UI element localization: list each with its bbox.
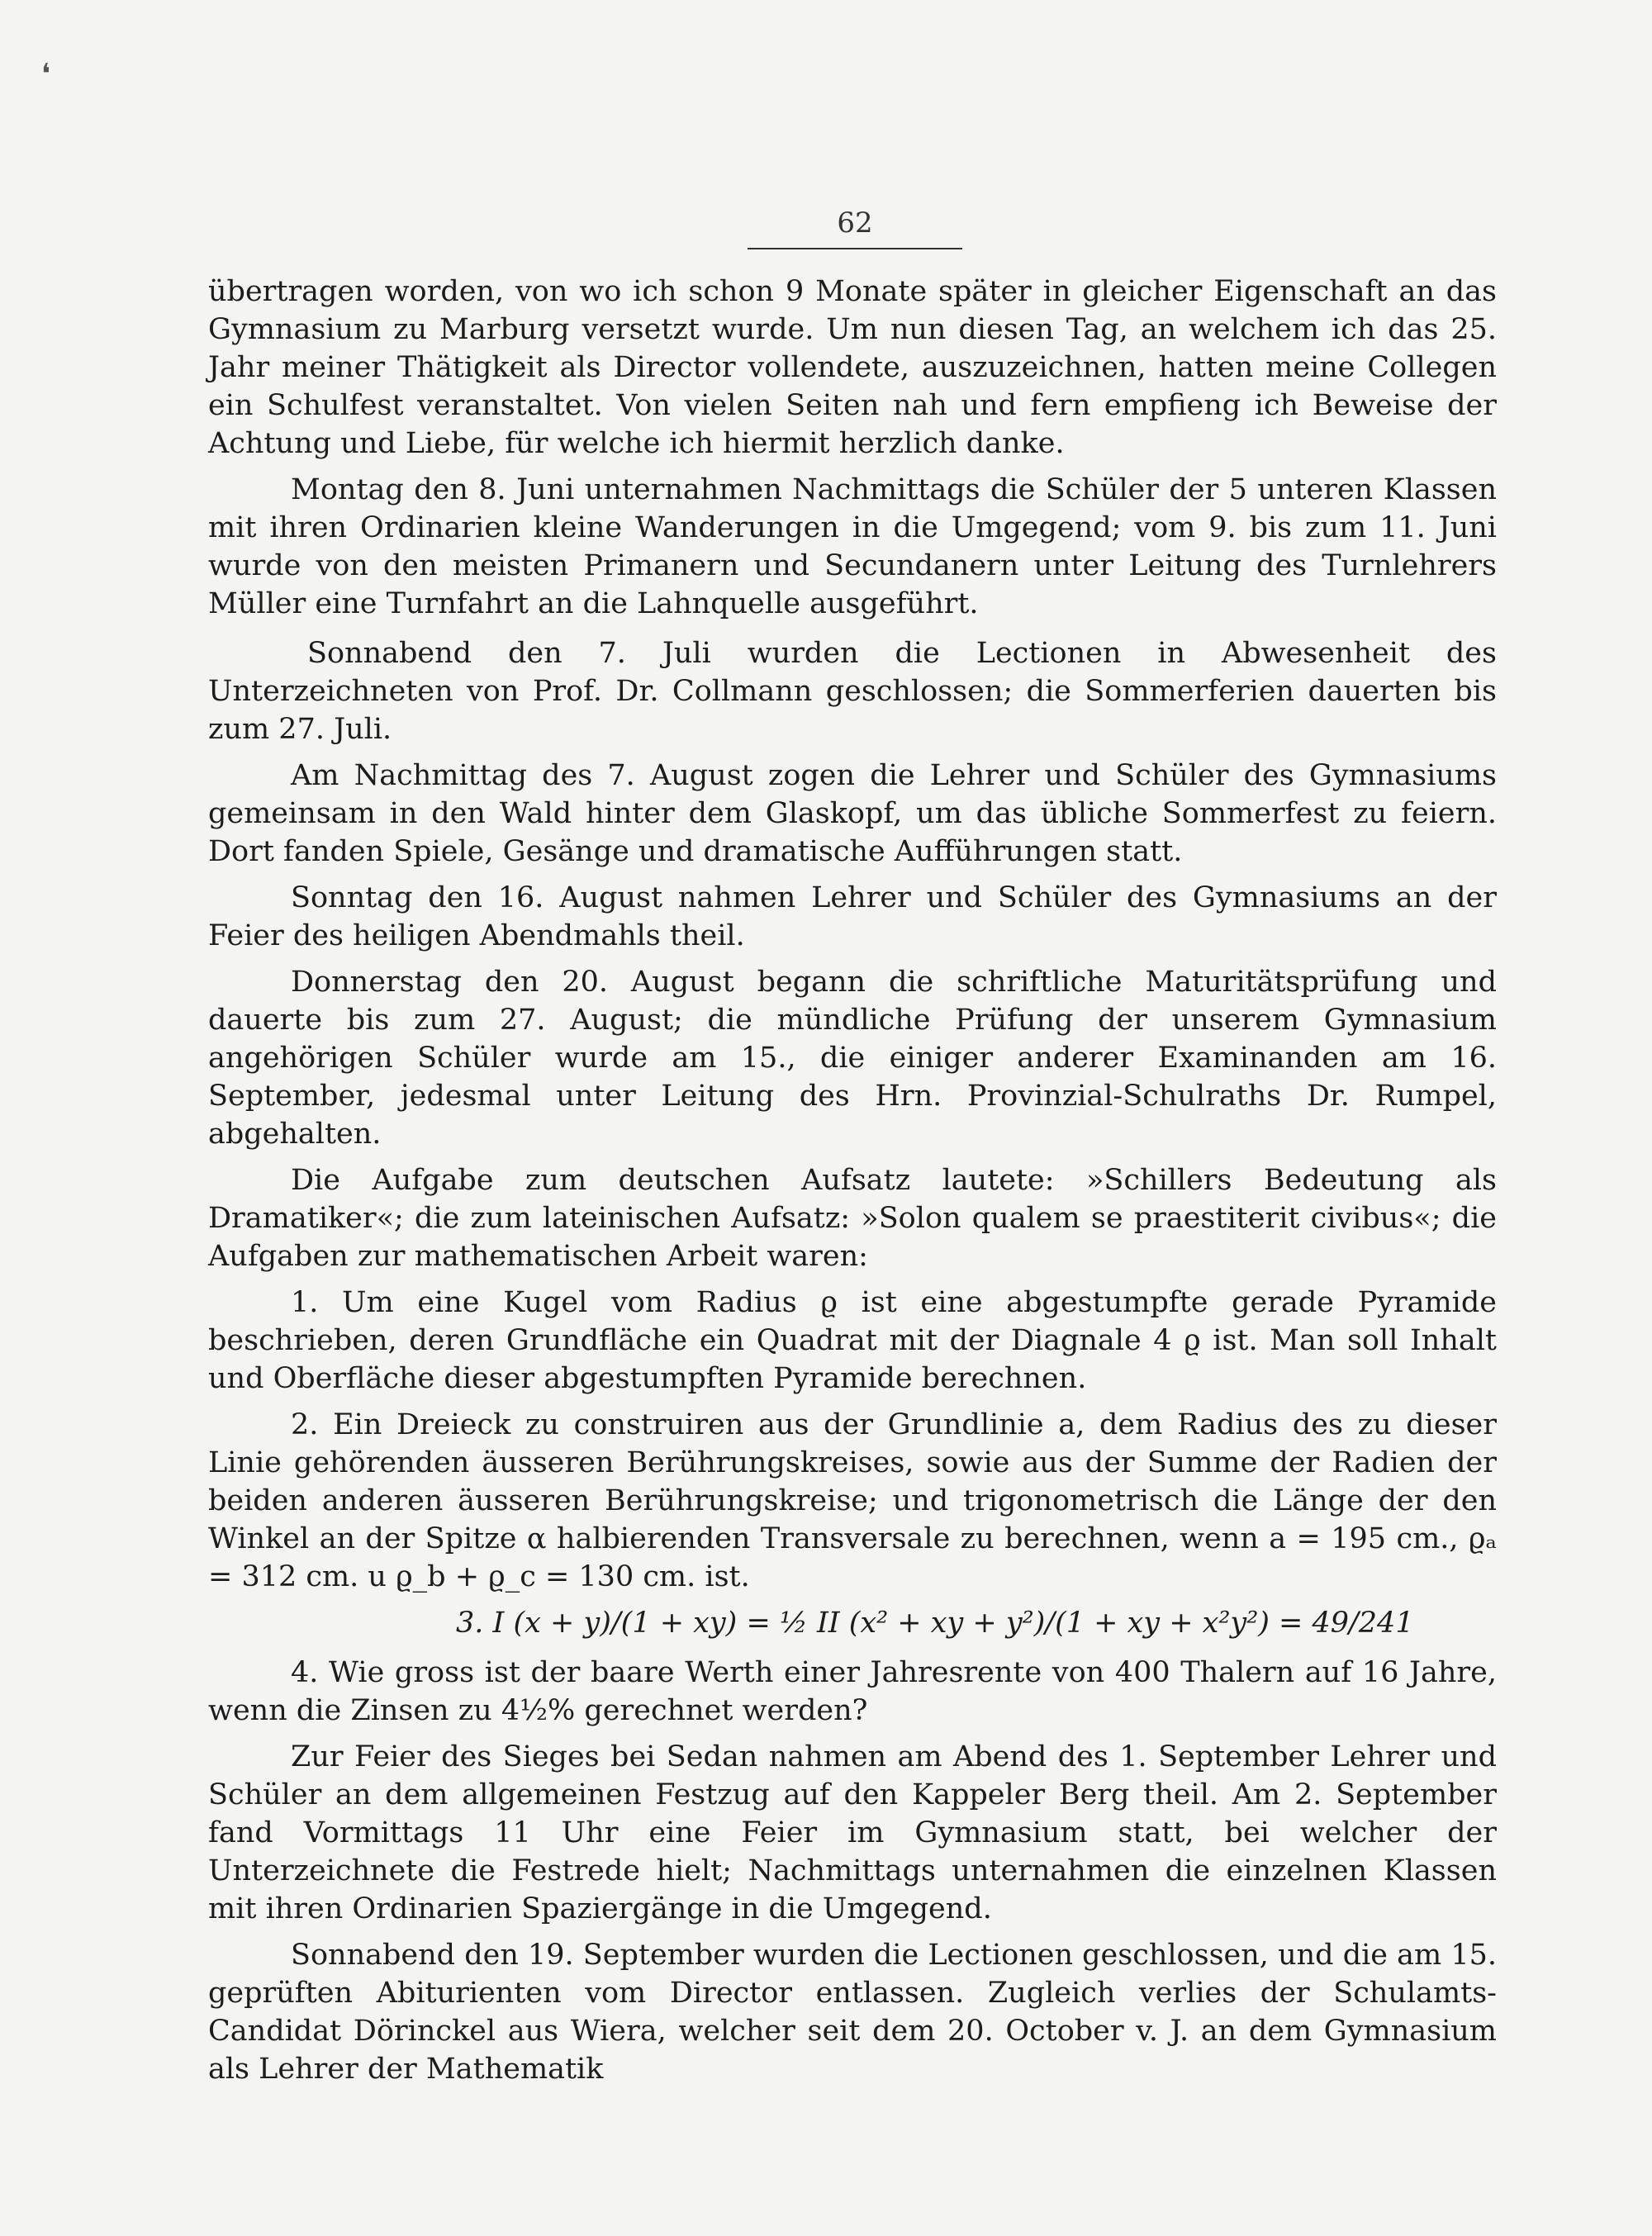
scan-speck: ❛ — [41, 58, 50, 91]
paragraph-aufgaben: Die Aufgabe zum deutschen Aufsatz lautete: »Schillers Bedeutung als Dramatiker«; die zum lateinischen Aufsatz: »Solon qualem se praestiterit civibus«; die Aufgaben zur mathematischen Arbeit waren: — [208, 1164, 1497, 1273]
page-body — [208, 273, 1497, 2096]
paragraph-june: Montag den 8. Juni unternahmen Nachmittags die Schüler der 5 unteren Klassen mit ihren Ordinarien kleine Wanderungen in die Umgegend; vom 9. bis zum 11. Juni wurde von den meisten Primanern und Secundanern unter Leitung des Turnlehrers Müller eine Turnfahrt an die Lahnquelle ausgeführt. — [208, 473, 1497, 620]
paragraph-task-2: 2. Ein Dreieck zu construiren aus der Grundlinie a, dem Radius des zu dieser Linie gehörenden äusseren Berührungskreises, sowie aus der Summe der Radien der beiden anderen äusseren Berührungskreise; und trigonometrisch die Länge der den Winkel an der Spitze α halbierenden Transversale zu berechnen, wenn a = 195 cm., ϱₐ = 312 cm. u ϱ_b + ϱ_c = 130 cm. ist. — [208, 1408, 1497, 1593]
page-number: 62 — [837, 207, 873, 240]
header-rule — [748, 248, 962, 249]
paragraph-september-19: Sonnabend den 19. September wurden die Lectionen geschlossen, und die am 15. geprüften Abiturienten vom Director entlassen. Zugleich verlies der Schulamts-Candidat Dörinckel aus Wiera, welcher seit dem 20. October v. J. an dem Gymnasium als Lehrer der Mathematik — [208, 1939, 1497, 2086]
equation-task-3: 3. I (x + y)/(1 + xy) = ½ II (x² + xy + y²)/(1 + xy + x²y²) = 49/241 — [456, 1607, 1414, 1640]
paragraph-sedan: Zur Feier des Sieges bei Sedan nahmen am Abend des 1. September Lehrer und Schüler an dem allgemeinen Festzug auf den Kappeler Berg theil. Am 2. September fand Vormittags 11 Uhr eine Feier im Gymnasium statt, bei welcher der Unterzeichnete die Festrede hielt; Nachmittags unternahmen die einzelnen Klassen mit ihren Ordinarien Spaziergänge in die Umgegend. — [208, 1740, 1497, 1925]
paragraph-august-16: Sonntag den 16. August nahmen Lehrer und Schüler des Gymnasiums an der Feier des heiligen Abendmahls theil. — [208, 881, 1497, 952]
paragraph-task-4: 4. Wie gross ist der baare Werth einer Jahresrente von 400 Thalern auf 16 Jahre, wenn die Zinsen zu 4½% gerechnet werden? — [208, 1656, 1497, 1727]
paragraph-july: Sonnabend den 7. Juli wurden die Lectionen in Abwesenheit des Unterzeichneten von Prof. Dr. Collmann geschlossen; die Sommerferien dauerten bis zum 27. Juli. — [208, 637, 1497, 746]
paragraph-intro: übertragen worden, von wo ich schon 9 Monate später in gleicher Eigenschaft an das Gymnasium zu Marburg versetzt wurde. Um nun diesen Tag, an welchem ich das 25. Jahr meiner Thätigkeit als Director vollendete, auszuzeichnen, hatten meine Collegen ein Schulfest veranstaltet. Von vielen Seiten nah und fern empfieng ich Beweise der Achtung und Liebe, für welche ich hiermit herzlich danke. — [208, 275, 1497, 460]
paragraph-august-20: Donnerstag den 20. August begann die schriftliche Maturitätsprüfung und dauerte bis zum 27. August; die mündliche Prüfung der unserem Gymnasium angehörigen Schüler wurde am 15., die einiger anderer Examinanden am 16. September, jedesmal unter Leitung des Hrn. Provinzial-Schulraths Dr. Rumpel, abgehalten. — [208, 966, 1497, 1151]
paragraph-task-1: 1. Um eine Kugel vom Radius ϱ ist eine abgestumpfte gerade Pyramide beschrieben, deren Grundfläche ein Quadrat mit der Diagnale 4 ϱ ist. Man soll Inhalt und Oberfläche dieser abgestumpften Pyramide berechnen. — [208, 1286, 1497, 1395]
paragraph-august-7: Am Nachmittag des 7. August zogen die Lehrer und Schüler des Gymnasiums gemeinsam in den Wald hinter dem Glaskopf, um das übliche Sommerfest zu feiern. Dort fanden Spiele, Gesänge und dramatische Aufführungen statt. — [208, 759, 1497, 868]
